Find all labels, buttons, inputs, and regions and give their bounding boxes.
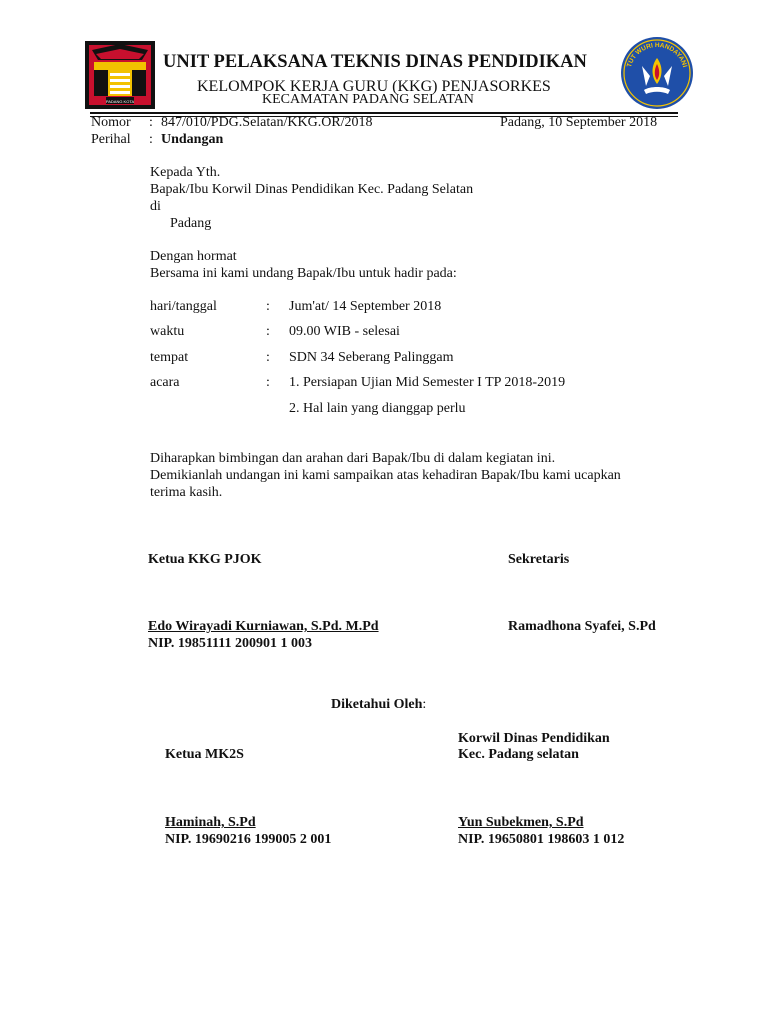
korwil-subtitle: Kec. Padang selatan bbox=[458, 747, 579, 762]
closing-line: Demikianlah undangan ini kami sampaikan atas kehadiran Bapak/Ibu kami ucapkan bbox=[150, 468, 621, 483]
tut-wuri-handayani-logo bbox=[618, 36, 696, 110]
nomor-separator: : bbox=[149, 115, 153, 130]
nomor-value: 847/010/PDG.Selatan/KKG.OR/2018 bbox=[161, 115, 373, 130]
header-district: KECAMATAN PADANG SELATAN bbox=[262, 92, 474, 107]
detail-value: SDN 34 Seberang Palinggam bbox=[289, 350, 454, 365]
city-emblem-logo bbox=[84, 40, 156, 110]
svg-text:TUT WURI HANDAYANI: TUT WURI HANDAYANI bbox=[625, 41, 689, 69]
detail-value: 1. Persiapan Ujian Mid Semester I TP 2018-2019 bbox=[289, 375, 566, 390]
detail-label: waktu bbox=[150, 324, 185, 339]
detail-label: hari/tanggal bbox=[150, 299, 217, 314]
logo-caption: PADANG KOTA bbox=[105, 99, 135, 104]
mk2s-name: Haminah, S.Pd bbox=[165, 815, 256, 830]
perihal-separator: : bbox=[149, 132, 153, 147]
greeting: Dengan hormat bbox=[150, 249, 237, 264]
perihal-label: Perihal bbox=[91, 132, 131, 147]
place-date: Padang, 10 September 2018 bbox=[500, 115, 658, 130]
chair-nip: NIP. 19851111 200901 1 003 bbox=[148, 636, 313, 651]
korwil-nip: NIP. 19650801 198603 1 012 bbox=[458, 832, 625, 847]
perihal-value: Undangan bbox=[161, 132, 224, 147]
recipient-greeting: Kepada Yth. bbox=[150, 165, 221, 180]
header-subtitle: KELOMPOK KERJA GURU (KKG) PENJASORKES bbox=[197, 78, 551, 95]
mk2s-title: Ketua MK2S bbox=[165, 747, 244, 762]
header-divider-thick bbox=[90, 112, 678, 114]
korwil-title: Korwil Dinas Pendidikan bbox=[458, 731, 610, 746]
header-title: UNIT PELAKSANA TEKNIS DINAS PENDIDIKAN bbox=[163, 52, 587, 72]
korwil-name: Yun Subekmen, S.Pd bbox=[458, 815, 584, 830]
detail-value: Jum'at/ 14 September 2018 bbox=[289, 299, 442, 314]
closing-line: Diharapkan bimbingan dan arahan dari Bapak/Ibu di dalam kegiatan ini. bbox=[150, 451, 556, 466]
chair-title: Ketua KKG PJOK bbox=[148, 552, 262, 567]
chair-name: Edo Wirayadi Kurniawan, S.Pd. M.Pd bbox=[148, 619, 379, 634]
mk2s-nip: NIP. 19690216 199005 2 001 bbox=[165, 832, 332, 847]
nomor-label: Nomor bbox=[91, 115, 131, 130]
detail-separator: : bbox=[266, 324, 270, 339]
detail-value: 09.00 WIB - selesai bbox=[289, 324, 400, 339]
acara-extra: 2. Hal lain yang dianggap perlu bbox=[289, 401, 466, 416]
recipient-name: Bapak/Ibu Korwil Dinas Pendidikan Kec. Padang Selatan bbox=[150, 182, 474, 197]
intro-text: Bersama ini kami undang Bapak/Ibu untuk hadir pada: bbox=[150, 266, 457, 281]
secretary-name: Ramadhona Syafei, S.Pd bbox=[508, 619, 656, 634]
closing-line: terima kasih. bbox=[150, 485, 223, 500]
detail-label: acara bbox=[150, 375, 180, 390]
recipient-city: Padang bbox=[170, 216, 212, 231]
secretary-title: Sekretaris bbox=[508, 552, 570, 567]
detail-label: tempat bbox=[150, 350, 189, 365]
detail-separator: : bbox=[266, 375, 270, 390]
recipient-di: di bbox=[150, 199, 161, 214]
detail-separator: : bbox=[266, 299, 270, 314]
known-by-label: Diketahui Oleh: bbox=[331, 697, 427, 712]
detail-separator: : bbox=[266, 350, 270, 365]
